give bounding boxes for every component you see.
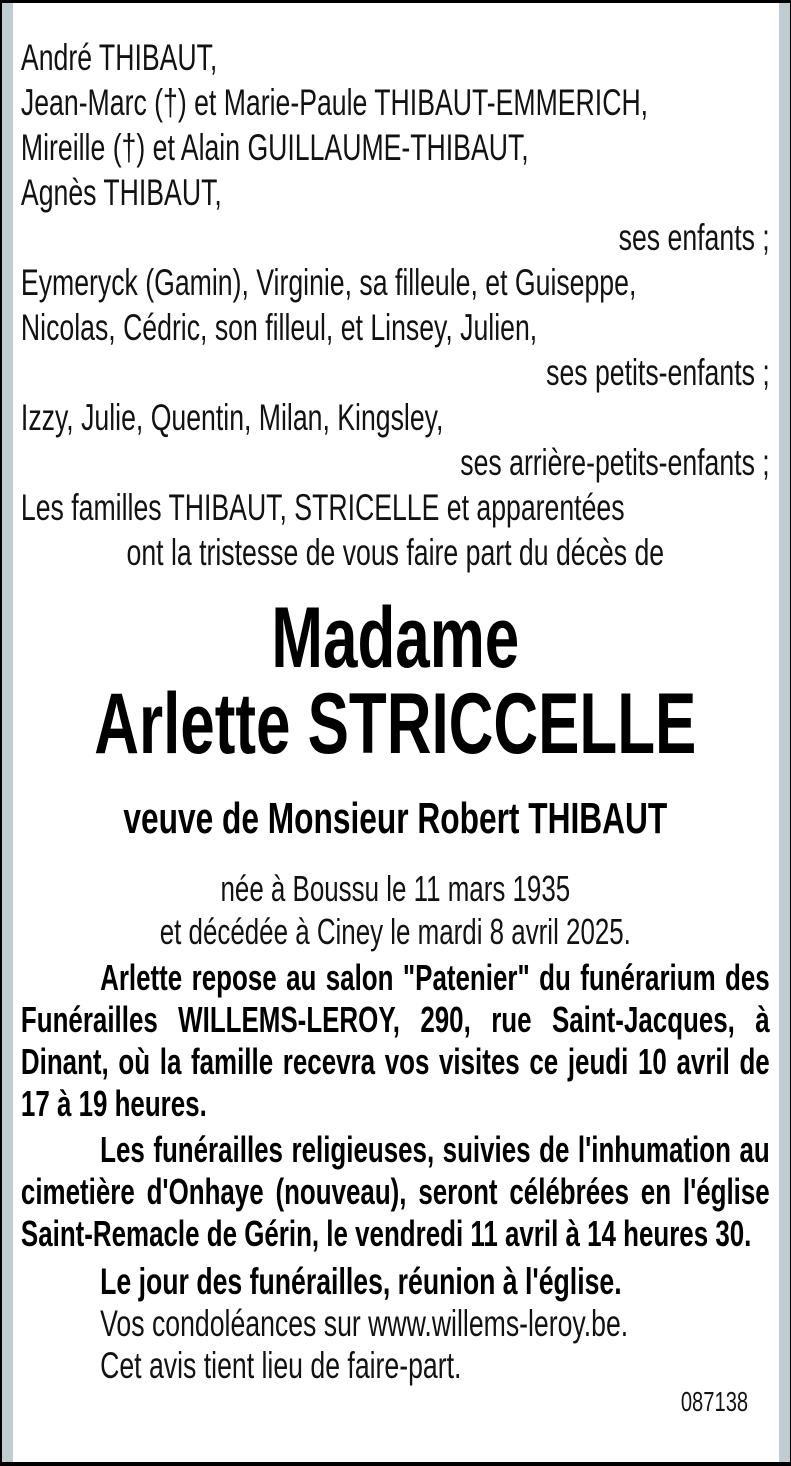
great-grandchildren-relation-label: ses arrière-petits-enfants ;: [460, 442, 770, 483]
meeting-line: Le jour des funérailles, réunion à l'église.: [100, 1261, 622, 1302]
deceased-name: Arlette STRICCELLE: [94, 676, 697, 772]
children-line: Jean-Marc (†) et Marie-Paule THIBAUT-EMMERICH,: [20, 82, 649, 123]
birth-death-dates: [21, 867, 770, 953]
left-margin-strip: [2, 3, 13, 1462]
deceased-heading: [21, 590, 770, 772]
family-intro: [21, 35, 770, 575]
birth-line: née à Boussu le 11 mars 1935: [220, 868, 571, 909]
funeral-paragraph: Les funérailles religieuses, suivies de l'inhumation au cimetière d'Onhaye (nouveau), seront célébrées en l'église Saint-Remacle de Gérin, le vendredi 11 avril à 14 heures 30.: [20, 1129, 770, 1254]
children-line: Mireille (†) et Alain GUILLAUME-THIBAUT,: [20, 127, 529, 168]
children-line: André THIBAUT,: [20, 37, 218, 78]
notice-text-column: [13, 3, 778, 1417]
reference-number: 087138: [680, 1386, 749, 1417]
families-line: Les familles THIBAUT, STRICELLE et apparentées: [20, 487, 625, 528]
notice-content: [13, 3, 779, 1462]
grandchildren-line: Nicolas, Cédric, son filleul, et Linsey, Julien,: [20, 307, 538, 348]
children-relation-label: ses enfants ;: [618, 217, 770, 258]
visitation-paragraph: Arlette repose au salon "Patenier" du funérarium des Funérailles WILLEMS-LEROY, 290, rue Saint-Jacques, à Dinant, où la famille recevra vos visites ce jeudi 10 avril de 17 à 19 heures.: [20, 957, 770, 1124]
condolences-line: Vos condoléances sur www.willems-leroy.be.: [100, 1303, 629, 1344]
notice-line: Cet avis tient lieu de faire-part.: [100, 1345, 462, 1386]
children-line: Agnès THIBAUT,: [20, 172, 222, 213]
grandchildren-relation-label: ses petits-enfants ;: [546, 352, 770, 393]
widow-line: veuve de Monsieur Robert THIBAUT: [123, 794, 668, 843]
grandchildren-line: Eymeryck (Gamin), Virginie, sa filleule, et Guiseppe,: [20, 262, 637, 303]
great-grandchildren-line: Izzy, Julie, Quentin, Milan, Kingsley,: [20, 397, 444, 438]
announcement-line: ont la tristesse de vous faire part du décès de: [126, 532, 665, 573]
deceased-title: Madame: [271, 590, 520, 686]
right-margin-strip: [779, 3, 790, 1462]
death-line: et décédée à Ciney le mardi 8 avril 2025.: [159, 911, 631, 952]
